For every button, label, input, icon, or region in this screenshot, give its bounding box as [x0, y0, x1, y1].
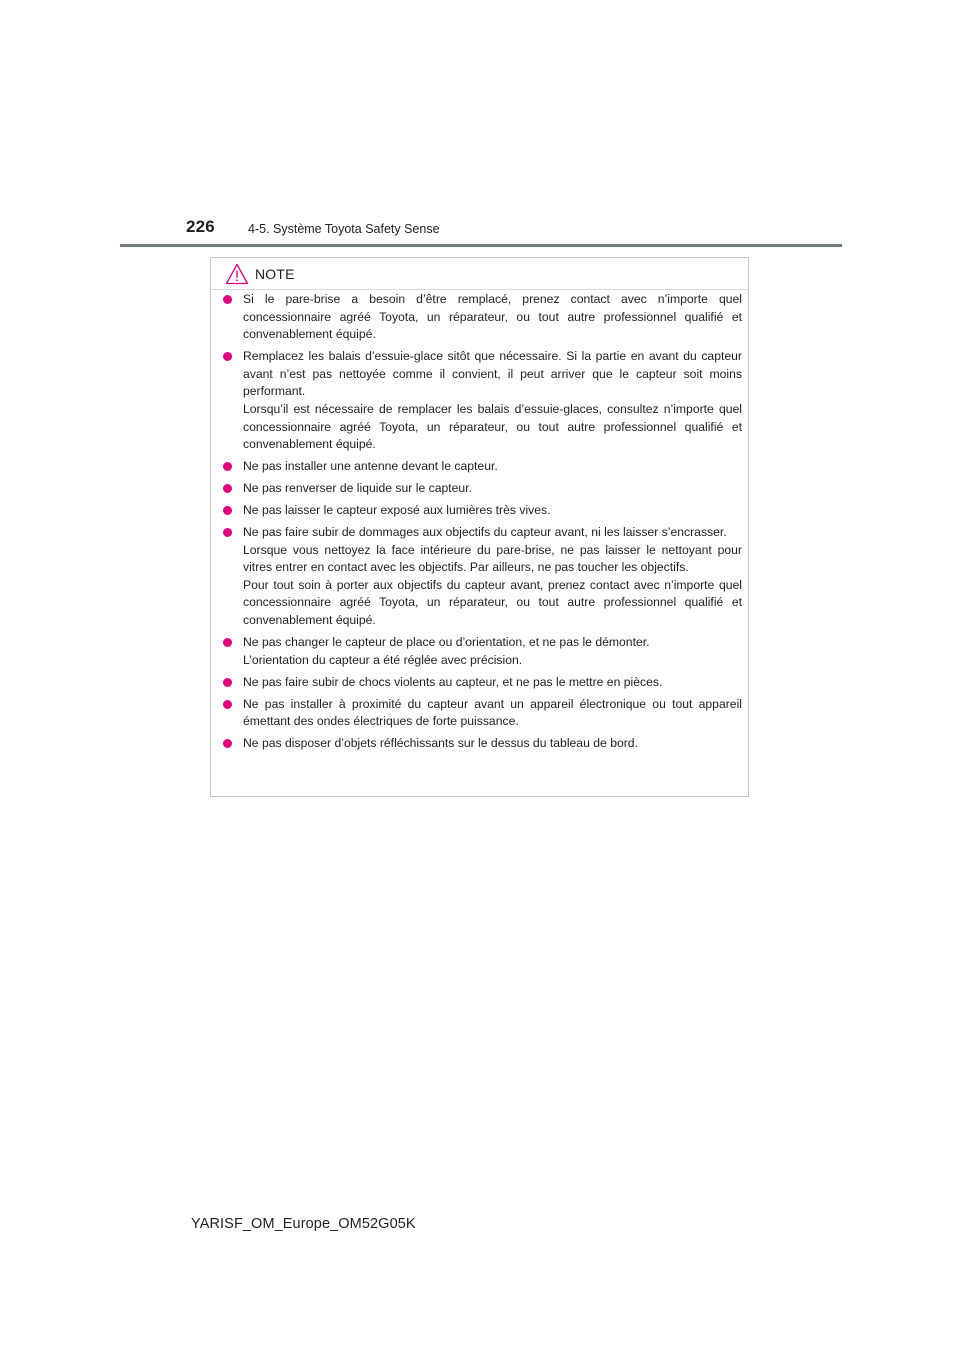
document-code: YARISF_OM_Europe_OM52G05K [191, 1216, 416, 1232]
note-paragraph: Ne pas faire subir de chocs violents au capteur, et ne pas le mettre en pièces. [243, 674, 663, 689]
note-paragraph: Ne pas installer une antenne devant le capteur. [243, 459, 498, 474]
bullet-icon [223, 700, 232, 709]
note-paragraph: Ne pas changer le capteur de place ou d’orientation, et ne pas le démonter. [243, 635, 650, 650]
bullet-icon [223, 638, 232, 647]
note-item [223, 735, 742, 753]
bullet-icon [223, 678, 232, 687]
note-item [223, 524, 742, 630]
bullet-icon [223, 352, 232, 361]
bullet-icon [223, 506, 232, 515]
note-paragraph: Lorsque vous nettoyez la face intérieure du pare-brise, ne pas laisser le nettoyant pour vitres entrer en contact avec les objectifs. Par ailleurs, ne pas toucher les objectifs. [243, 542, 742, 575]
note-label: NOTE [255, 266, 295, 282]
note-paragraph: Si le pare-brise a besoin d’être remplacé, prenez contact avec n’importe quel concessionnaire agréé Toyota, un réparateur, ou tout autre professionnel qualifié et convenablement équipé. [243, 292, 742, 342]
note-paragraph: Ne pas installer à proximité du capteur avant un appareil électronique ou tout appareil émettant des ondes électriques de forte puissance. [243, 696, 742, 729]
note-paragraph: Ne pas laisser le capteur exposé aux lumières très vives. [243, 503, 551, 518]
note-paragraph: Lorsqu’il est nécessaire de remplacer les balais d’essuie-glaces, consultez n’importe quel concessionnaire agréé Toyota, un réparateur, ou tout autre professionnel qualifié et convenablement équipé. [243, 401, 742, 452]
header-rule [120, 244, 842, 247]
note-item [223, 291, 742, 344]
note-item [223, 348, 742, 454]
note-paragraph: Remplacez les balais d’essuie-glace sitôt que nécessaire. Si la partie en avant du capteur avant n’est pas nettoyée comme il convient, il peut arriver que le capteur soit moins performant. [243, 349, 742, 399]
note-item [223, 502, 742, 520]
note-item [223, 480, 742, 498]
section-title: 4-5. Système Toyota Safety Sense [248, 222, 440, 236]
bullet-icon [223, 528, 232, 537]
note-list [223, 291, 742, 757]
warning-triangle-icon [225, 263, 249, 285]
note-divider [211, 289, 748, 290]
note-item [223, 696, 742, 731]
note-paragraph: L’orientation du capteur a été réglée avec précision. [243, 652, 523, 667]
note-paragraph: Ne pas faire subir de dommages aux objectifs du capteur avant, ni les laisser s’encrasser. [243, 525, 727, 540]
note-paragraph: Pour tout soin à porter aux objectifs du capteur avant, prenez contact avec n’importe quel concessionnaire agréé Toyota, un réparateur, ou tout autre professionnel qualifié et convenablement équipé. [243, 577, 742, 628]
note-item [223, 634, 742, 669]
page-number: 226 [186, 217, 215, 236]
bullet-icon [223, 462, 232, 471]
bullet-icon [223, 484, 232, 493]
note-item [223, 458, 742, 476]
bullet-icon [223, 295, 232, 304]
note-paragraph: Ne pas renverser de liquide sur le capteur. [243, 481, 472, 496]
bullet-icon [223, 739, 232, 748]
note-item [223, 674, 742, 692]
note-paragraph: Ne pas disposer d’objets réfléchissants sur le dessus du tableau de bord. [243, 736, 638, 751]
note-box [210, 257, 749, 797]
note-header [225, 262, 295, 286]
